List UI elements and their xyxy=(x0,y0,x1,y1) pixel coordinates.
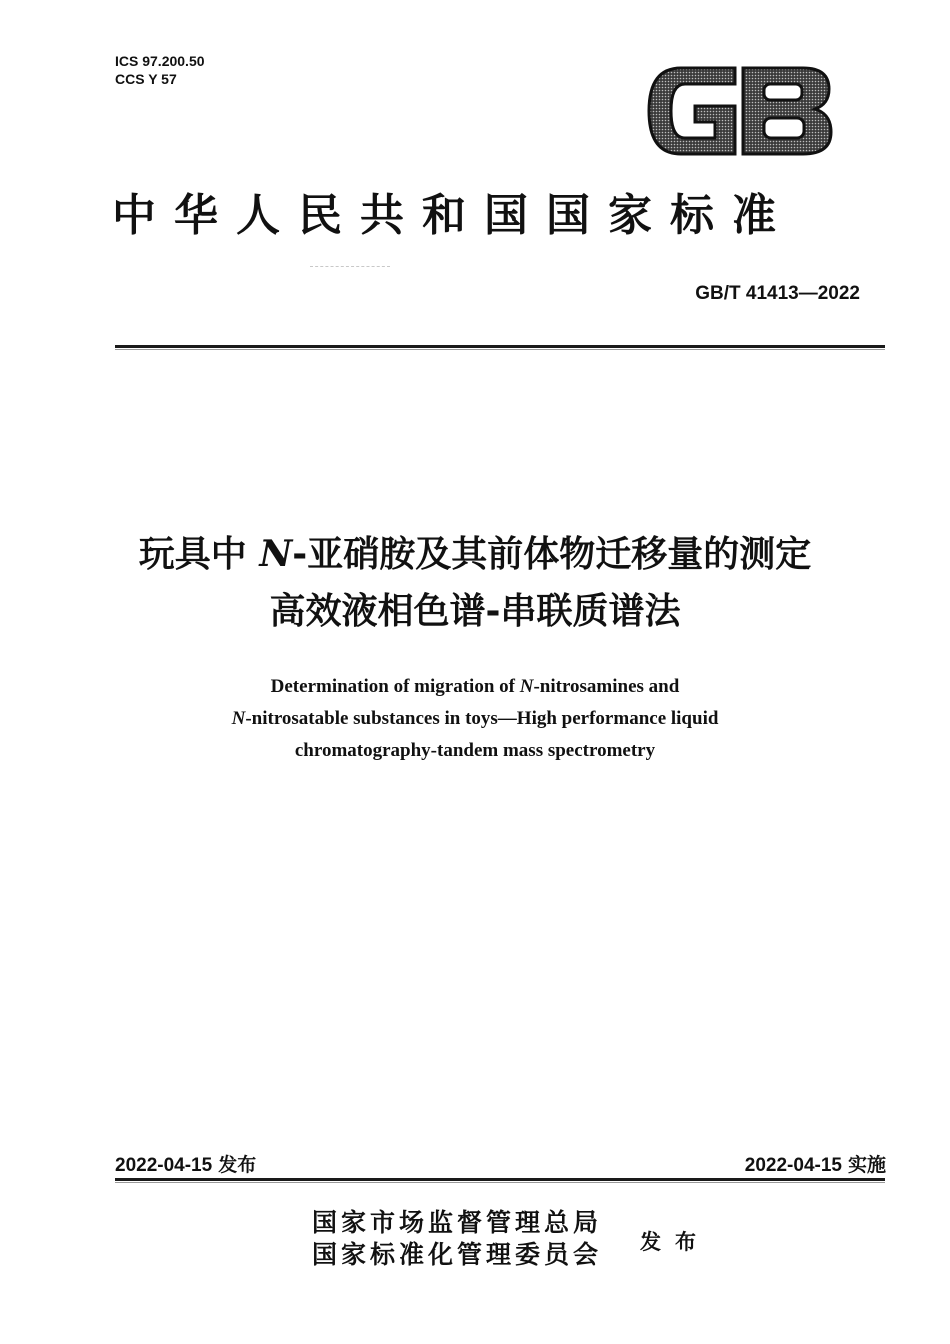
footer-divider xyxy=(115,1178,885,1181)
issuer-samr: 国家市场监督管理总局 xyxy=(312,1208,603,1237)
ics-code: ICS 97.200.50 xyxy=(115,53,205,69)
standard-number: GB/T 41413—2022 xyxy=(695,283,860,304)
header-divider xyxy=(115,345,885,348)
english-title-2-suffix: -nitrosatable substances in toys—High performance liquid xyxy=(245,708,719,729)
chinese-title-italic-n: N xyxy=(259,533,293,575)
implement-date xyxy=(745,1150,886,1177)
gb-standard-logo xyxy=(643,62,835,160)
english-title-1-prefix: Determination of migration of xyxy=(270,676,520,697)
english-title-1-italic: N xyxy=(519,676,534,697)
english-title-line-3: chromatography-tandem mass spectrometry xyxy=(294,740,656,761)
issuer-sac: 国家标准化管理委员会 xyxy=(312,1240,603,1269)
implement-label: 实施 xyxy=(847,1154,886,1176)
footer-divider-thin xyxy=(115,1182,885,1183)
ccs-code: CCS Y 57 xyxy=(115,71,177,87)
english-title-2-italic: N xyxy=(231,708,246,729)
issue-date xyxy=(115,1150,256,1177)
chinese-title-line-1 xyxy=(0,532,950,577)
english-title-1-suffix: -nitrosamines and xyxy=(533,676,680,697)
national-standard-heading: 中华人民共和国国家标准 xyxy=(112,190,794,241)
header-divider-thin xyxy=(115,349,885,350)
english-title-line-1 xyxy=(0,675,950,699)
english-title-line-2 xyxy=(0,707,950,731)
publish-label: 发布 xyxy=(640,1230,710,1254)
chinese-title-line-2: 高效液相色谱-串联质谱法 xyxy=(269,591,681,632)
issue-date-value: 2022-04-15 xyxy=(115,1155,213,1176)
scan-specks xyxy=(310,266,390,269)
chinese-title-prefix: 玩具中 xyxy=(138,534,260,575)
implement-date-value: 2022-04-15 xyxy=(744,1155,842,1176)
classification-codes xyxy=(115,52,205,88)
gb-logo-graphic xyxy=(643,62,835,160)
issue-label: 发布 xyxy=(218,1154,257,1176)
chinese-title-suffix: -亚硝胺及其前体物迁移量的测定 xyxy=(292,534,812,575)
